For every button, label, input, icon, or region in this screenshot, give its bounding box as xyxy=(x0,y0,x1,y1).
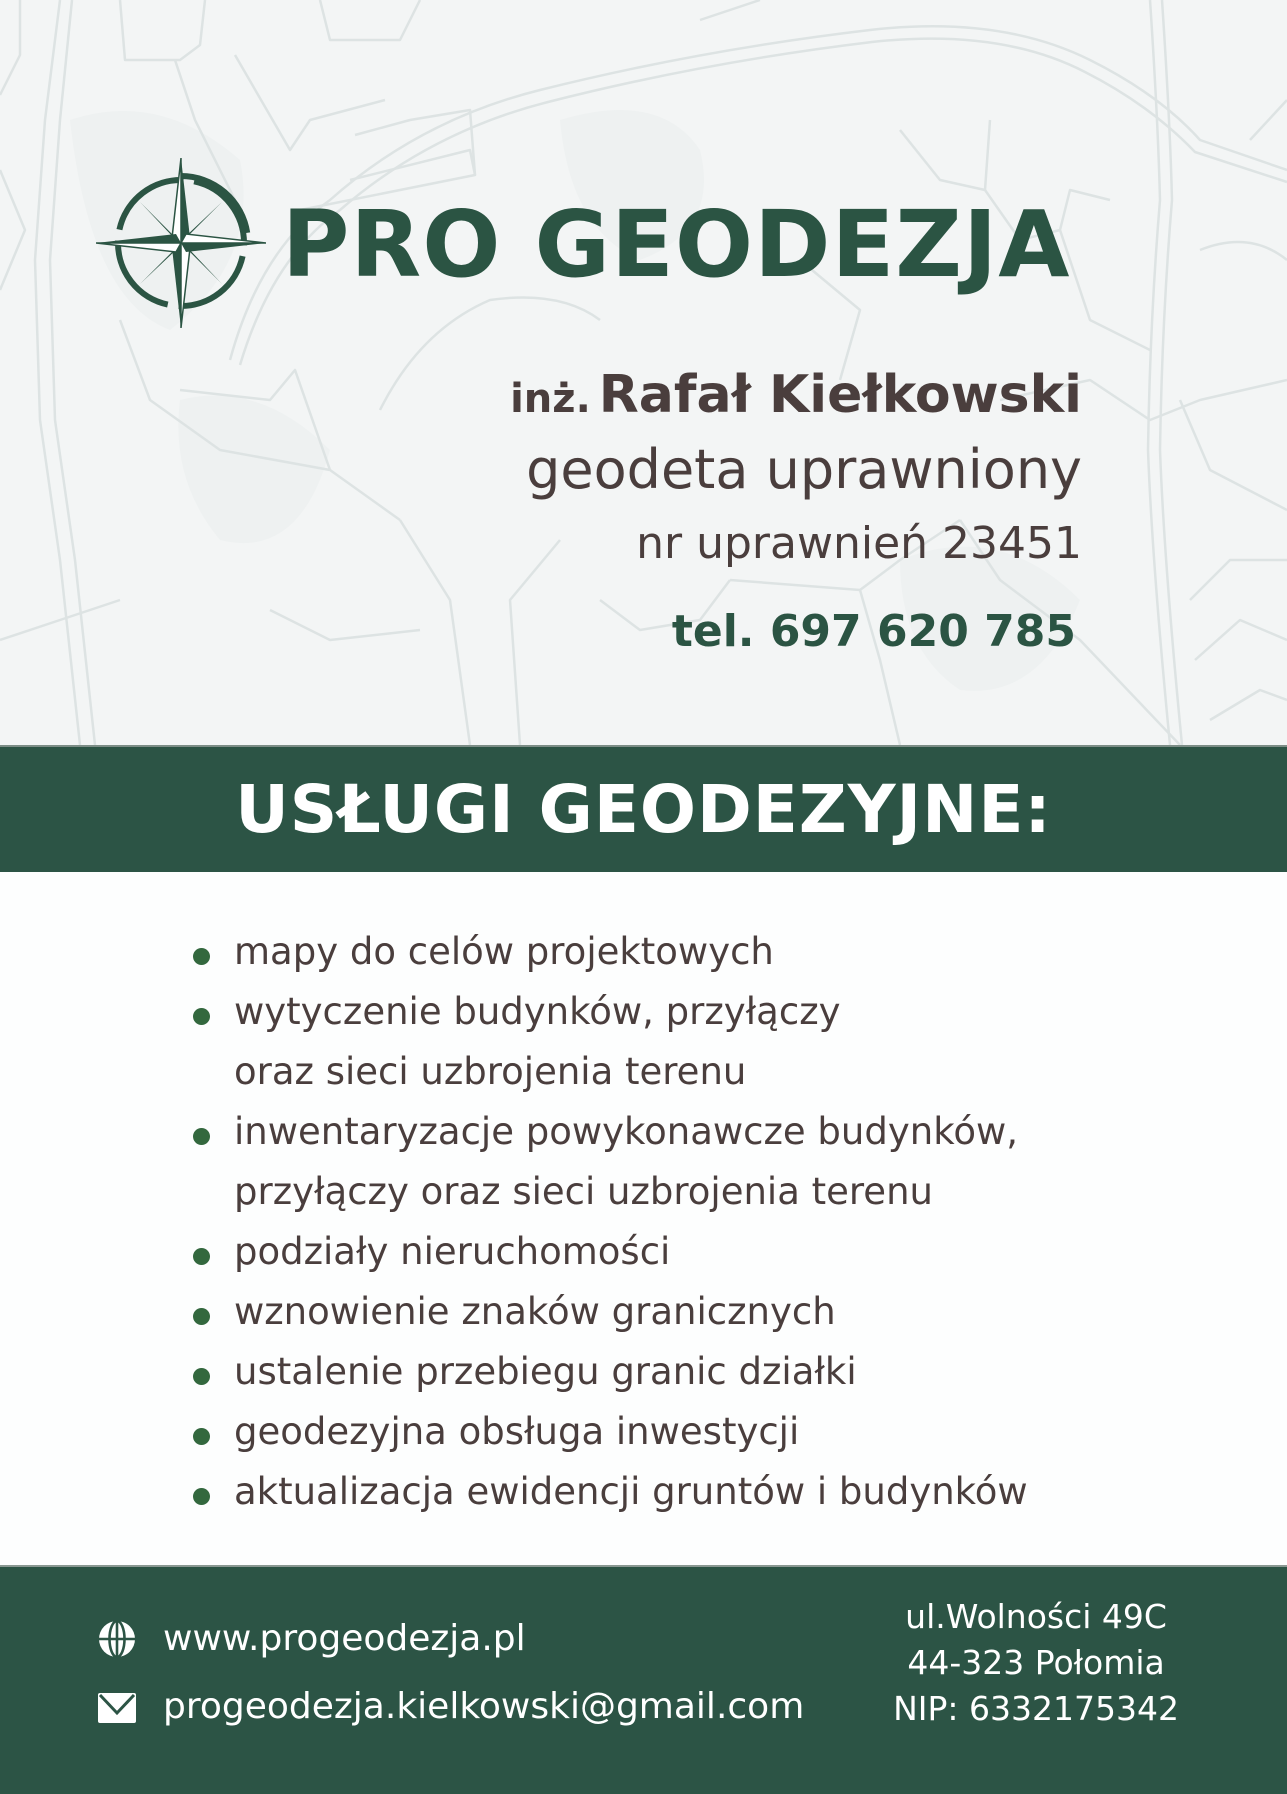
license-number: nr uprawnień 23451 xyxy=(636,518,1082,569)
bullet-icon xyxy=(193,1008,210,1025)
tax-id: NIP: 6332175342 xyxy=(893,1689,1179,1728)
list-item-text: wytyczenie budynków, przyłączy xyxy=(234,990,841,1033)
globe-icon xyxy=(97,1619,137,1659)
bullet-icon xyxy=(193,1248,210,1265)
bullet-icon xyxy=(193,1428,210,1445)
bullet-icon xyxy=(193,948,210,965)
person-full-name: Rafał Kiełkowski xyxy=(598,365,1082,425)
list-item-text: przyłączy oraz sieci uzbrojenia terenu xyxy=(234,1170,933,1213)
person-name-line xyxy=(510,360,1082,434)
person-info xyxy=(510,360,1082,662)
services-heading-band xyxy=(0,745,1287,872)
title-prefix: inż. xyxy=(510,376,591,422)
brand-name: PRO GEODEZJA xyxy=(282,191,1071,298)
list-item-text: oraz sieci uzbrojenia terenu xyxy=(234,1050,747,1093)
email-link[interactable] xyxy=(97,1682,804,1732)
list-item xyxy=(190,1462,1028,1522)
bullet-icon xyxy=(193,1128,210,1145)
footer xyxy=(0,1565,1287,1794)
list-item xyxy=(190,982,1028,1102)
list-item-text: geodezyjna obsługa inwestycji xyxy=(234,1410,800,1453)
list-item xyxy=(190,922,1028,982)
email-text: progeodezja.kielkowski@gmail.com xyxy=(163,1686,805,1727)
address-block xyxy=(893,1594,1179,1732)
compass-rose-icon xyxy=(96,158,266,328)
address-street: ul.Wolności 49C xyxy=(905,1597,1167,1636)
list-item xyxy=(190,1342,1028,1402)
list-item xyxy=(190,1402,1028,1462)
list-item-text: wznowienie znaków granicznych xyxy=(234,1290,836,1333)
services-list xyxy=(190,922,1028,1522)
phone-number[interactable]: tel. 697 620 785 xyxy=(671,606,1076,657)
address-city: 44-323 Połomia xyxy=(907,1643,1165,1682)
services-heading: USŁUGI GEODEZYJNE: xyxy=(235,771,1052,848)
list-item-text: podziały nieruchomości xyxy=(234,1230,671,1273)
list-item xyxy=(190,1282,1028,1342)
list-item xyxy=(190,1102,1028,1222)
list-item-text: aktualizacja ewidencji gruntów i budynków xyxy=(234,1470,1028,1513)
list-item-text: inwentaryzacje powykonawcze budynków, xyxy=(234,1110,1018,1153)
bullet-icon xyxy=(193,1308,210,1325)
bullet-icon xyxy=(193,1488,210,1505)
list-item-text: ustalenie przebiegu granic działki xyxy=(234,1350,857,1393)
bullet-icon xyxy=(193,1368,210,1385)
website-link[interactable] xyxy=(97,1614,526,1664)
list-item-text: mapy do celów projektowych xyxy=(234,930,774,973)
envelope-icon xyxy=(97,1687,137,1727)
header-section xyxy=(0,0,1287,745)
list-item xyxy=(190,1222,1028,1282)
person-role: geodeta uprawniony xyxy=(526,438,1082,501)
website-text: www.progeodezja.pl xyxy=(163,1618,526,1659)
